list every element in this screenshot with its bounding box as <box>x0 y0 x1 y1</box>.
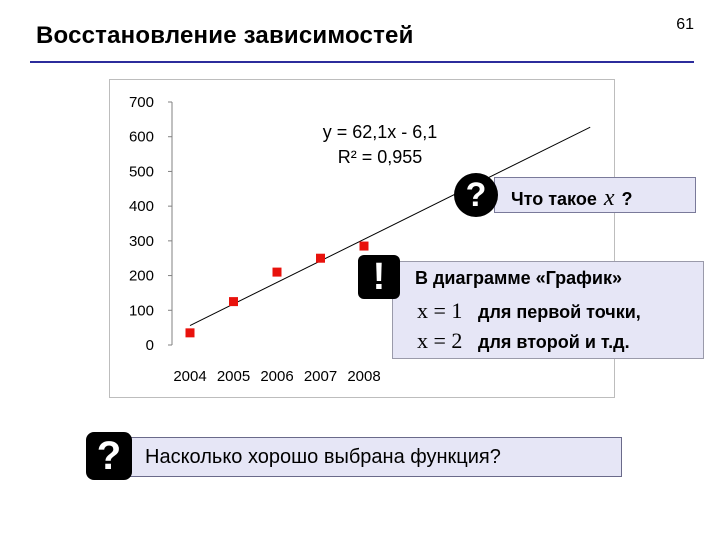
title-divider <box>30 61 694 63</box>
y-tick-label: 700 <box>128 94 154 111</box>
fit-question-text: Насколько хорошо выбрана функция? <box>145 446 501 468</box>
y-axis-ticks <box>129 94 172 354</box>
question-mark-icon: ? <box>454 173 498 217</box>
callout-what-is-x <box>494 177 696 213</box>
x-tick-label: 2004 <box>173 368 207 385</box>
y-tick-label: 600 <box>128 128 154 146</box>
y-tick-label: 200 <box>128 267 154 285</box>
x-tick-label: 2006 <box>260 368 294 385</box>
y-tick-label: 0 <box>145 337 154 354</box>
data-point <box>316 254 325 263</box>
y-tick-label: 500 <box>128 163 154 181</box>
exclamation-icon: ! <box>358 255 400 299</box>
x-axis-ticks <box>173 368 380 385</box>
variable-x: x <box>603 185 615 211</box>
y-tick-label: 400 <box>128 198 154 216</box>
y-tick-label: 300 <box>128 232 154 250</box>
info-line-3: x = 2 для второй и т.д. <box>417 328 630 353</box>
data-point <box>360 242 369 251</box>
info-line-2: x = 1 для первой точки, <box>417 298 641 323</box>
data-point <box>229 297 238 306</box>
data-point <box>186 328 195 337</box>
y-tick-label: 100 <box>128 302 154 320</box>
info-line-1: В диаграмме «График» <box>415 268 623 288</box>
x-tick-label: 2005 <box>216 368 251 385</box>
callout-text: Что такое x ? <box>511 185 633 211</box>
trendline-r2: R² = 0,955 <box>337 147 423 167</box>
trendline-equation: y = 62,1x - 6,1 <box>322 122 438 142</box>
page-number: 61 <box>676 16 694 33</box>
x-tick-label: 2008 <box>347 368 381 385</box>
data-point <box>273 268 282 277</box>
callout-chart-info <box>392 261 704 359</box>
slide-title: Восстановление зависимостей <box>36 22 414 49</box>
x-tick-label: 2007 <box>303 368 338 385</box>
callout-fit-question <box>128 437 622 477</box>
question-mark-icon: ? <box>86 432 132 480</box>
data-points <box>186 242 369 338</box>
